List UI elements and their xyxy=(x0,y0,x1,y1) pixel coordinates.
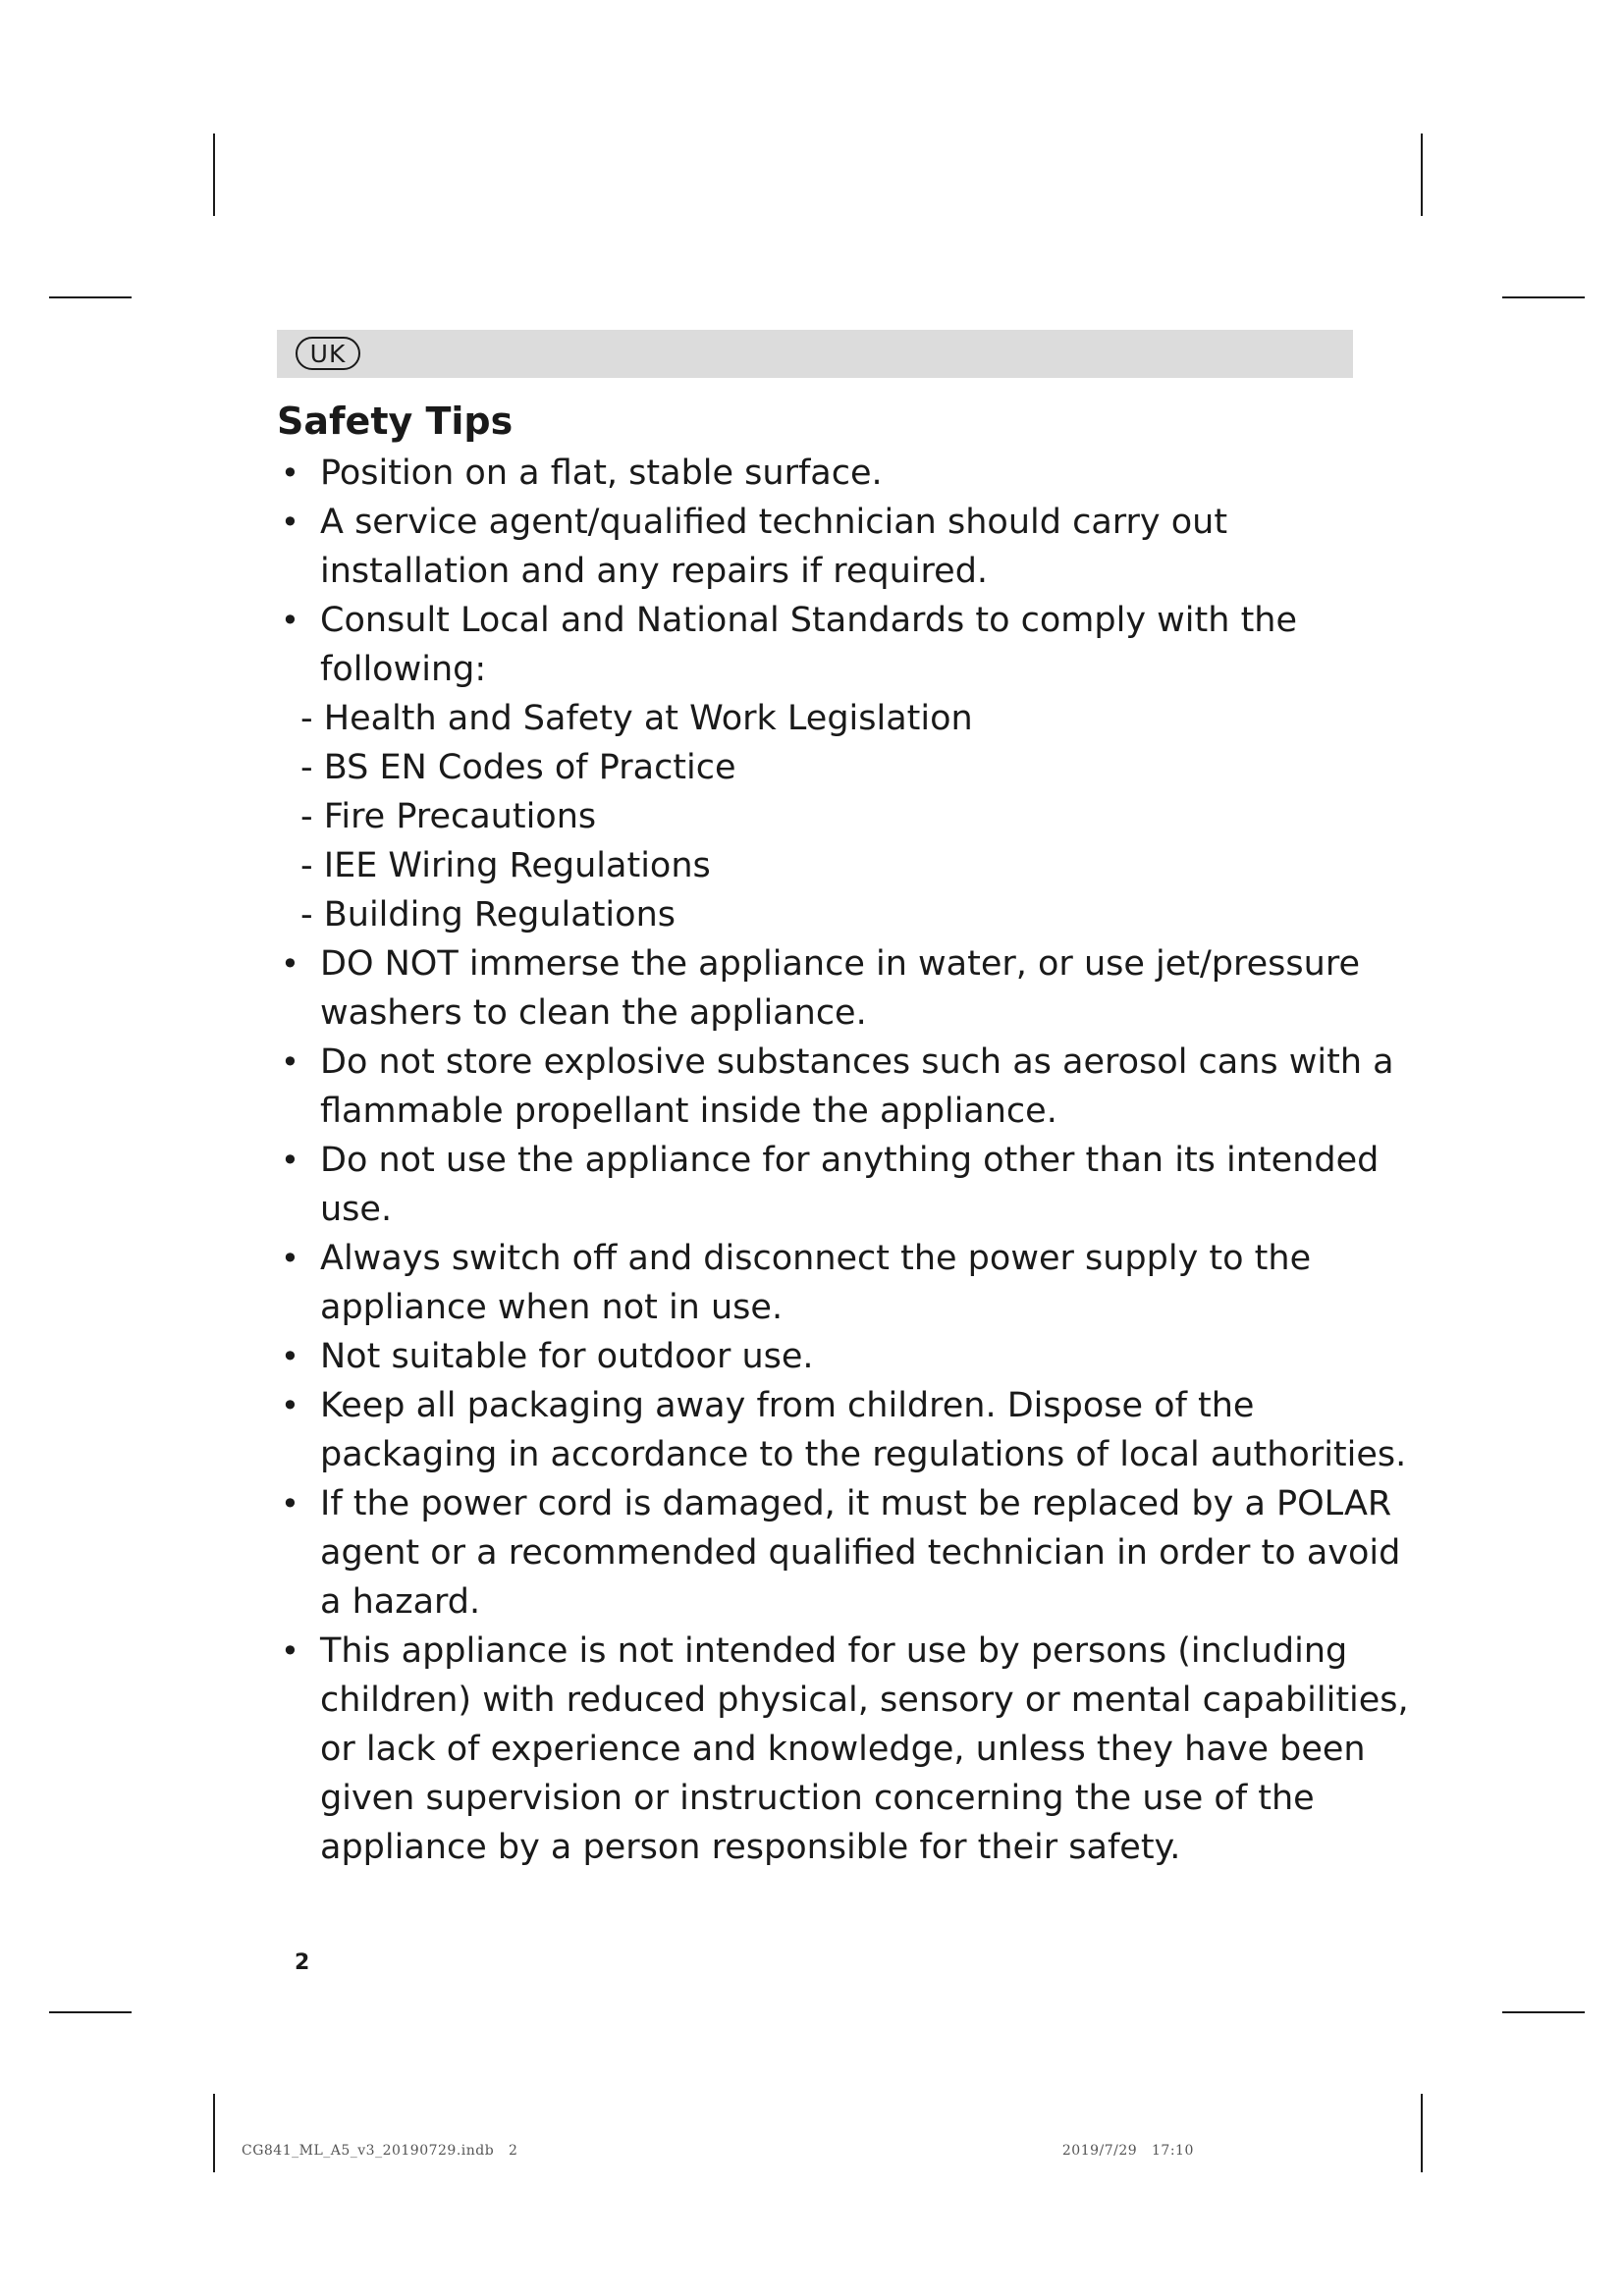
bullet-icon: • xyxy=(281,1338,299,1375)
tip-line: use. xyxy=(320,1190,393,1229)
bullet-icon: • xyxy=(281,1632,299,1670)
bullet-icon: • xyxy=(281,1387,299,1424)
tip-line: a hazard. xyxy=(320,1582,481,1622)
list-item xyxy=(277,1136,1380,1234)
list-item xyxy=(277,1479,1401,1627)
list-item xyxy=(277,1627,1409,1872)
print-file-slug: CG841_ML_A5_v3_20190729.indb 2 2019/7/29 17:10 xyxy=(242,2143,1194,2159)
tip-line: Consult Local and National Standards to comply with the xyxy=(320,601,1298,640)
tip-line: Keep all packaging away from children. Dispose of the xyxy=(320,1386,1255,1425)
tip-line: installation and any repairs if required. xyxy=(320,552,989,591)
bullet-icon: • xyxy=(281,602,299,639)
bullet-icon: • xyxy=(281,945,299,983)
standards-item: - Building Regulations xyxy=(300,895,676,934)
safety-tips-list-continued xyxy=(277,939,1409,1872)
standards-item: - Fire Precautions xyxy=(300,797,597,836)
list-item xyxy=(277,1332,1367,1381)
list-item xyxy=(277,1381,1407,1479)
crop-mark-bottom-right-vertical xyxy=(1421,2094,1423,2172)
list-item xyxy=(277,498,1367,596)
tip-line: children) with reduced physical, sensory or mental capabilities, xyxy=(320,1681,1409,1720)
language-badge: UK xyxy=(296,337,360,370)
tip-line: This appliance is not intended for use by persons (including xyxy=(320,1631,1348,1671)
tip-line: following: xyxy=(320,650,487,689)
list-item xyxy=(277,596,1367,694)
tip-line: packaging in accordance to the regulations of local authorities. xyxy=(320,1435,1407,1474)
list-item xyxy=(277,1234,1367,1332)
list-item xyxy=(277,939,1367,1038)
standards-item: - Health and Safety at Work Legislation xyxy=(300,699,973,738)
page-number: 2 xyxy=(295,1950,310,1975)
bullet-icon: • xyxy=(281,1142,299,1179)
crop-mark-top-left-vertical xyxy=(213,133,215,216)
tip-line: Do not use the appliance for anything other than its intended xyxy=(320,1141,1380,1180)
standards-list xyxy=(277,694,1390,939)
bullet-icon: • xyxy=(281,504,299,541)
tip-line: Always switch off and disconnect the power supply to the xyxy=(320,1239,1312,1278)
bullet-icon: • xyxy=(281,1485,299,1522)
crop-mark-bottom-left-vertical xyxy=(213,2094,215,2172)
tip-line: Not suitable for outdoor use. xyxy=(320,1337,814,1376)
tip-line: washers to clean the appliance. xyxy=(320,993,867,1033)
standards-item: - BS EN Codes of Practice xyxy=(300,748,736,787)
language-header-bar xyxy=(277,330,1353,378)
tip-line: DO NOT immerse the appliance in water, or use jet/pressure xyxy=(320,944,1360,984)
safety-tips-list xyxy=(277,449,1367,694)
tip-line: appliance by a person responsible for their safety. xyxy=(320,1828,1181,1867)
tip-line: agent or a recommended qualified technician in order to avoid xyxy=(320,1533,1401,1573)
tip-line: Do not store explosive substances such as aerosol cans with a xyxy=(320,1042,1394,1082)
crop-mark-top-right-horizontal xyxy=(1502,296,1585,298)
crop-mark-top-right-vertical xyxy=(1421,133,1423,216)
tip-line: appliance when not in use. xyxy=(320,1288,784,1327)
list-item xyxy=(277,1038,1394,1136)
bullet-icon: • xyxy=(281,454,299,492)
bullet-icon: • xyxy=(281,1043,299,1081)
tip-line: or lack of experience and knowledge, unless they have been xyxy=(320,1730,1366,1769)
standards-item: - IEE Wiring Regulations xyxy=(300,846,711,885)
tip-line: If the power cord is damaged, it must be replaced by a POLAR xyxy=(320,1484,1392,1523)
crop-mark-bottom-left-horizontal xyxy=(49,2011,132,2013)
tip-line: flammable propellant inside the appliance. xyxy=(320,1092,1057,1131)
tip-line: A service agent/qualified technician should carry out xyxy=(320,503,1228,542)
bullet-icon: • xyxy=(281,1240,299,1277)
tip-line: Position on a flat, stable surface. xyxy=(320,454,883,493)
tip-line: given supervision or instruction concerning the use of the xyxy=(320,1779,1315,1818)
crop-mark-bottom-right-horizontal xyxy=(1502,2011,1585,2013)
crop-mark-top-left-horizontal xyxy=(49,296,132,298)
page-title: Safety Tips xyxy=(277,400,514,443)
list-item xyxy=(277,449,1367,498)
